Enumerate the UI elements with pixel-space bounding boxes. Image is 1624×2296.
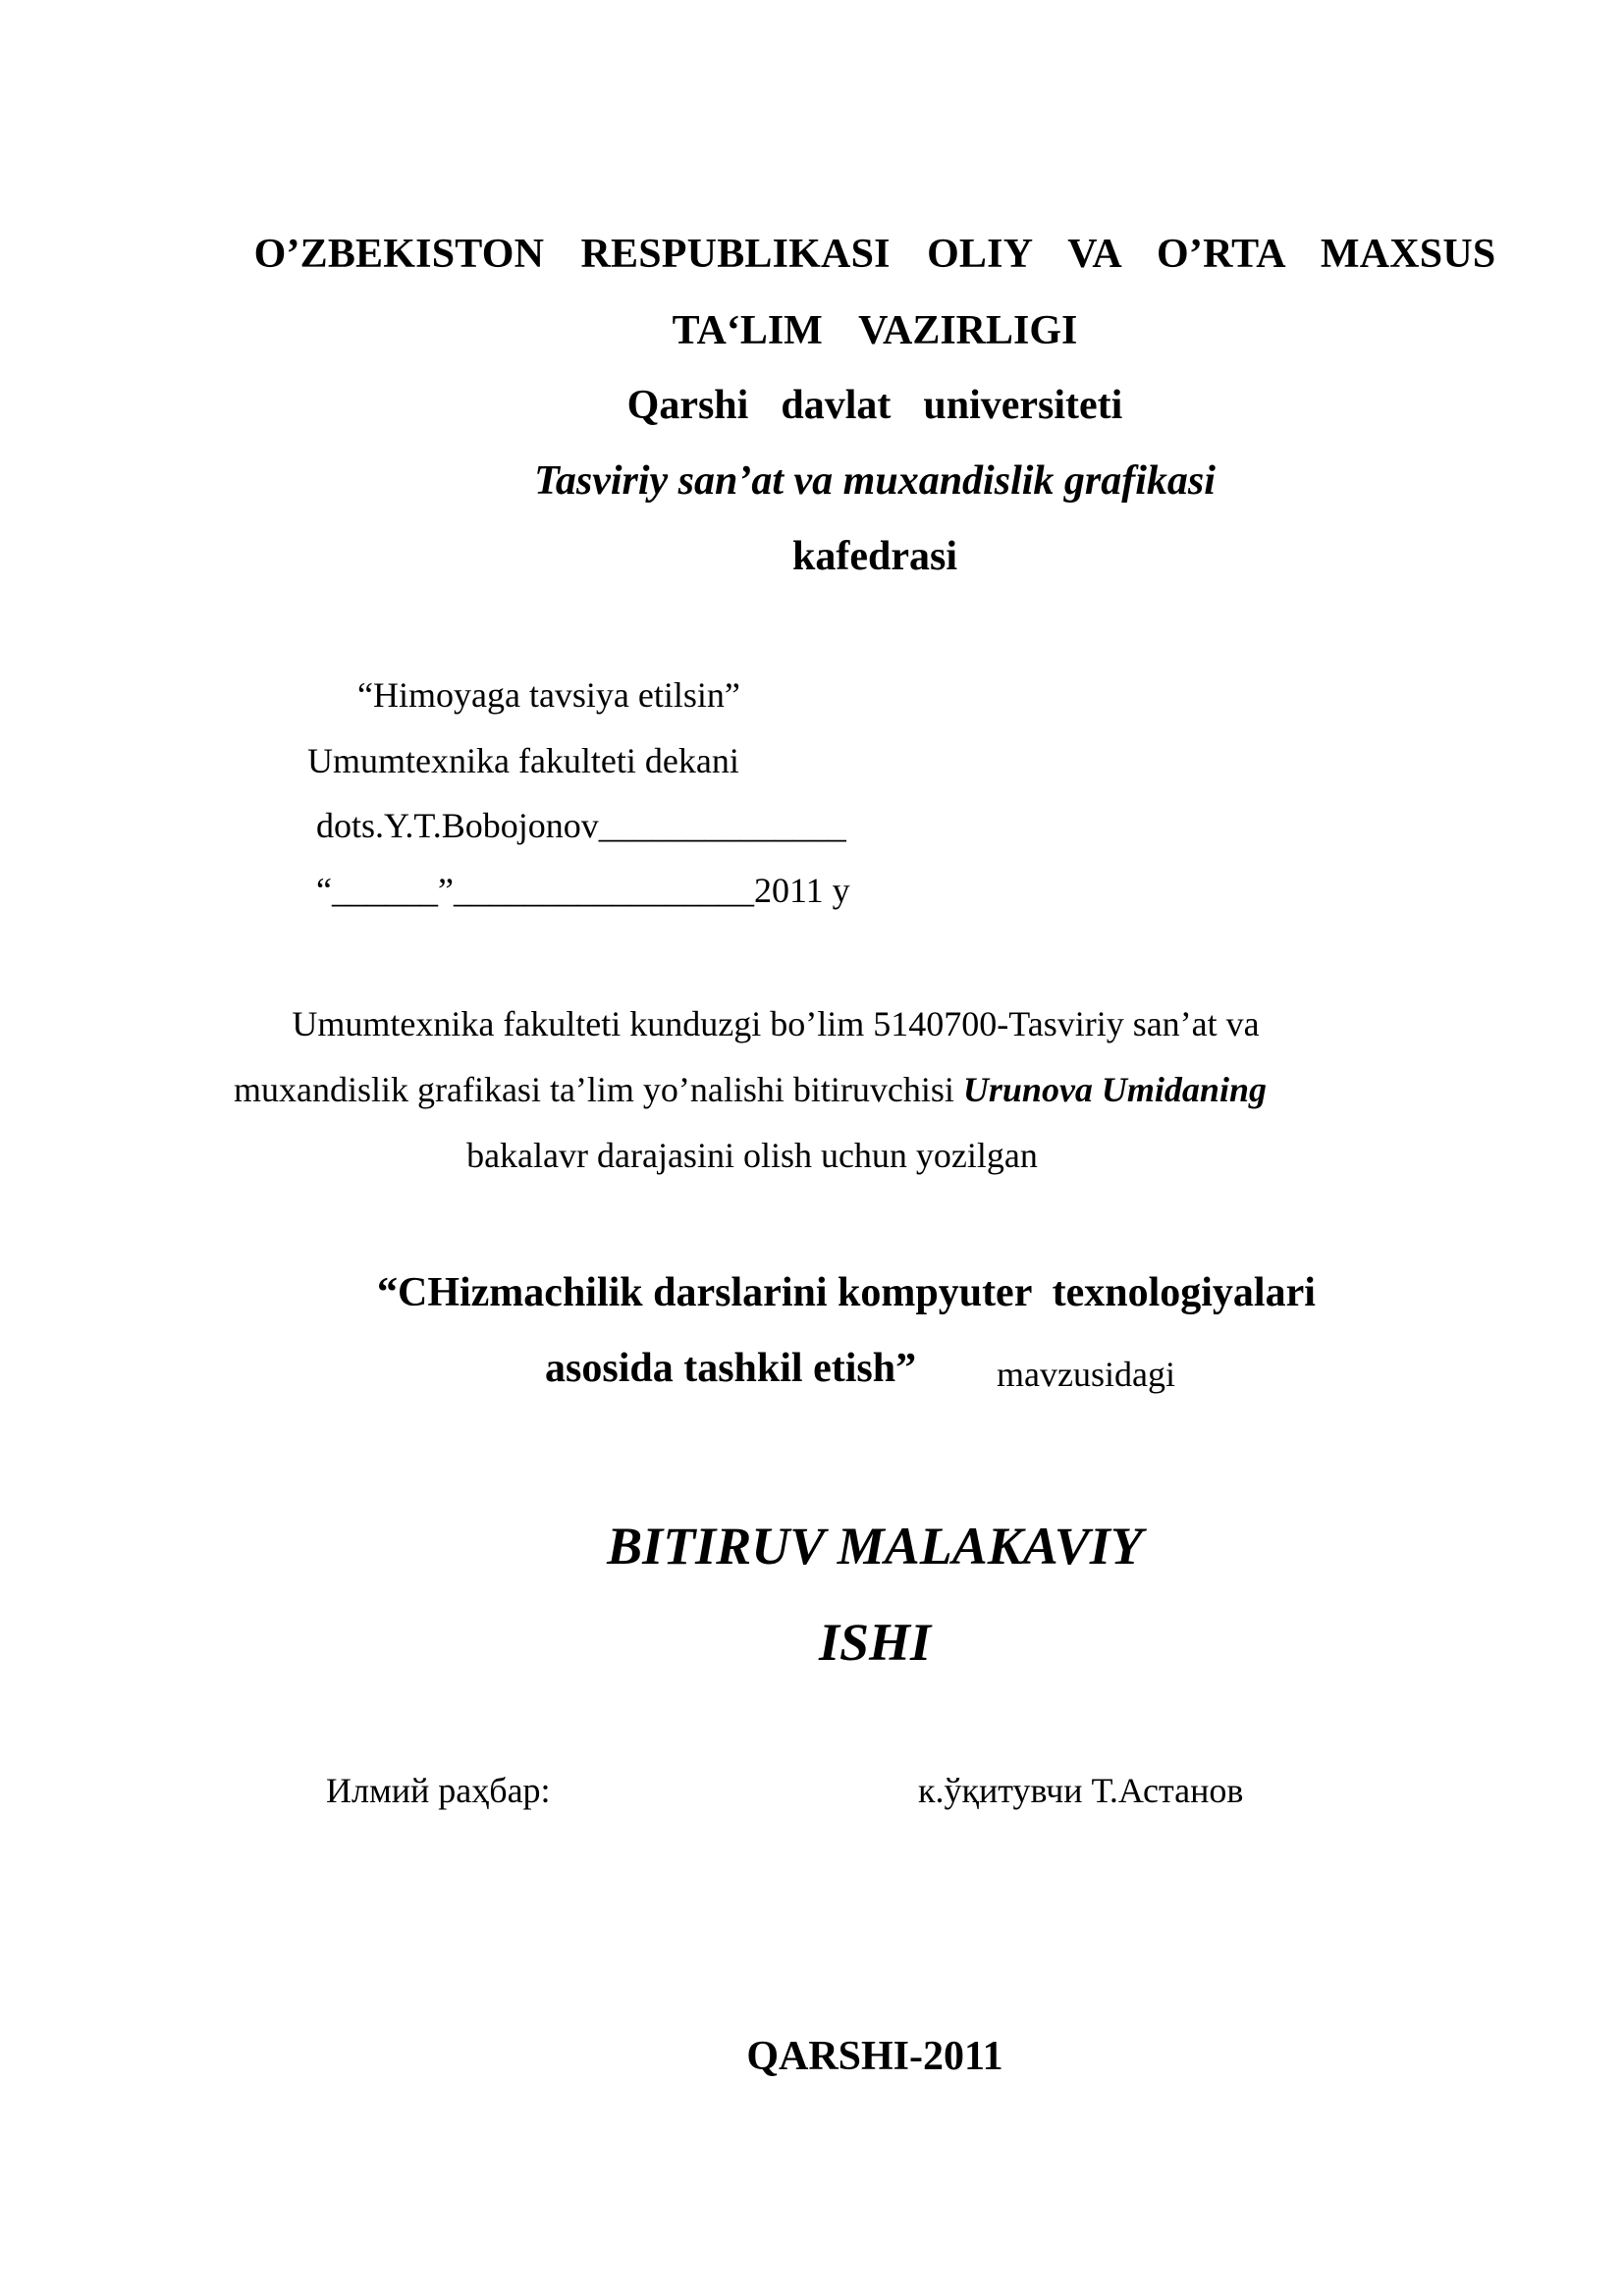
department-name: Tasviriy san’at va muxandislik grafikasi [534, 458, 1216, 504]
supervisor-name: к.ўқитувчи Т.Астанов [918, 1771, 1244, 1810]
department-suffix: kafedrasi [792, 534, 957, 579]
ministry-title-line-1: O’ZBEKISTON RESPUBLIKASI OLIY VA O’RTA MAXSUS [253, 232, 1496, 277]
approval-dean-title: Umumtexnika fakulteti dekani [307, 741, 739, 780]
description-line-2 [234, 1072, 1267, 1107]
city-year: QARSHI-2011 [746, 2034, 1003, 2079]
description-line-3: bakalavr darajasini olish uchun yozilgan [466, 1136, 1038, 1175]
university-name: Qarshi davlat universiteti [626, 383, 1123, 428]
work-type-line-1: BITIRUV MALAKAVIY [607, 1517, 1143, 1575]
ministry-title-line-2: TA‘LIM VAZIRLIGI [672, 308, 1078, 353]
approval-dean-signature-line: dots.Y.T.Bobojonov______________ [316, 806, 846, 845]
supervisor-label: Илмий раҳбар: [326, 1771, 551, 1810]
student-name: Urunova Umidaning [962, 1070, 1267, 1109]
description-line-1: Umumtexnika fakulteti kunduzgi bo’lim 5140700-Tasviriy san’at va [292, 1004, 1260, 1043]
topic-suffix: mavzusidagi [997, 1355, 1175, 1394]
topic-title-line-2: asosida tashkil etish” [545, 1346, 917, 1391]
description-line-2-text: muxandislik grafikasi ta’lim yo’nalishi bitiruvchisi [234, 1070, 963, 1109]
approval-recommendation: “Himoyaga tavsiya etilsin” [357, 675, 740, 715]
topic-title-line-1: “CHizmachilik darslarini kompyuter texnologiyalari [377, 1270, 1316, 1315]
work-type-line-2: ISHI [818, 1613, 932, 1672]
approval-date-line: “______”_________________2011 y [316, 871, 850, 910]
